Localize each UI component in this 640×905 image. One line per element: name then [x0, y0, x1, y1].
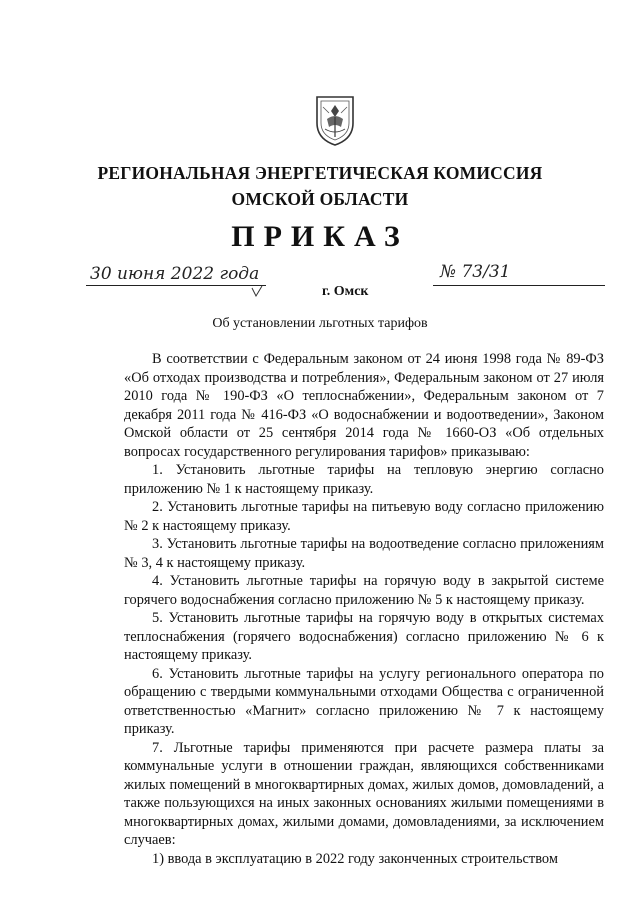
- organization-name-line-1: РЕГИОНАЛЬНАЯ ЭНЕРГЕТИЧЕСКАЯ КОМИССИЯ: [97, 163, 543, 183]
- number-underline: [433, 285, 605, 286]
- clause-3: 3. Установить льготные тарифы на водоотведение согласно приложениям № 3, 4 к настоящему приказу.: [124, 536, 604, 571]
- organization-name-line-2: ОМСКОЙ ОБЛАСТИ: [231, 189, 409, 209]
- sub-clause-1: 1) ввода в эксплуатацию в 2022 году законченных строительством: [152, 850, 558, 867]
- clause-5: 5. Установить льготные тарифы на горячую воду в открытых системах теплоснабжения (горячего водоснабжения) согласно приложению № 6 к настоящему приказу.: [124, 610, 604, 663]
- clause-1: 1. Установить льготные тарифы на тепловую энергию согласно приложению № 1 к настоящему приказу.: [124, 462, 604, 497]
- date-underline: [86, 285, 266, 286]
- document-subject: Об установлении льготных тарифов: [212, 316, 428, 331]
- clause-6: 6. Установить льготные тарифы на услугу регионального оператора по обращению с твердыми коммунальными отходами Общества с ограниченной ответственностью «Магнит» согласно приложению № 7 к настоящему приказу.: [124, 665, 604, 737]
- city-label: г. Омск: [322, 284, 369, 299]
- handwritten-document-number: № 73/31: [440, 262, 511, 282]
- preamble-paragraph: В соответствии с Федеральным законом от 24 июня 1998 года № 89-ФЗ «Об отходах производства и потребления», Федеральным законом от 27 июля 2010 года № 190-ФЗ «О теплоснабжении», Федеральным законом от 7 декабря 2011 года № 416-ФЗ «О водоснабжении и водоотведении», Законом Омской области от 25 сентября 2014 года № 1660-ОЗ «Об отдельных вопросах государственного регулирования тарифов» приказываю:: [124, 351, 604, 460]
- clause-7: 7. Льготные тарифы применяются при расчете размера платы за коммунальные услуги в отношении граждан, являющихся собственниками жилых помещений в многоквартирных домах, жилых домов, домовладений, а также пользующихся на иных законных основаниях жилыми помещениями в многоквартирных домах, жилыми домами, домовладениями, за исключением случаев:: [124, 739, 604, 848]
- handwritten-date: 30 июня 2022 года: [90, 264, 260, 284]
- document-type-title: ПРИКАЗ: [231, 220, 409, 253]
- check-mark-icon: [250, 284, 264, 298]
- document-body: [124, 350, 604, 868]
- coat-of-arms-emblem: [313, 93, 357, 147]
- clause-4: 4. Установить льготные тарифы на горячую воду в закрытой системе горячего водоснабжения согласно приложению № 5 к настоящему приказу.: [124, 573, 604, 608]
- clause-2: 2. Установить льготные тарифы на питьевую воду согласно приложению № 2 к настоящему приказу.: [124, 499, 604, 534]
